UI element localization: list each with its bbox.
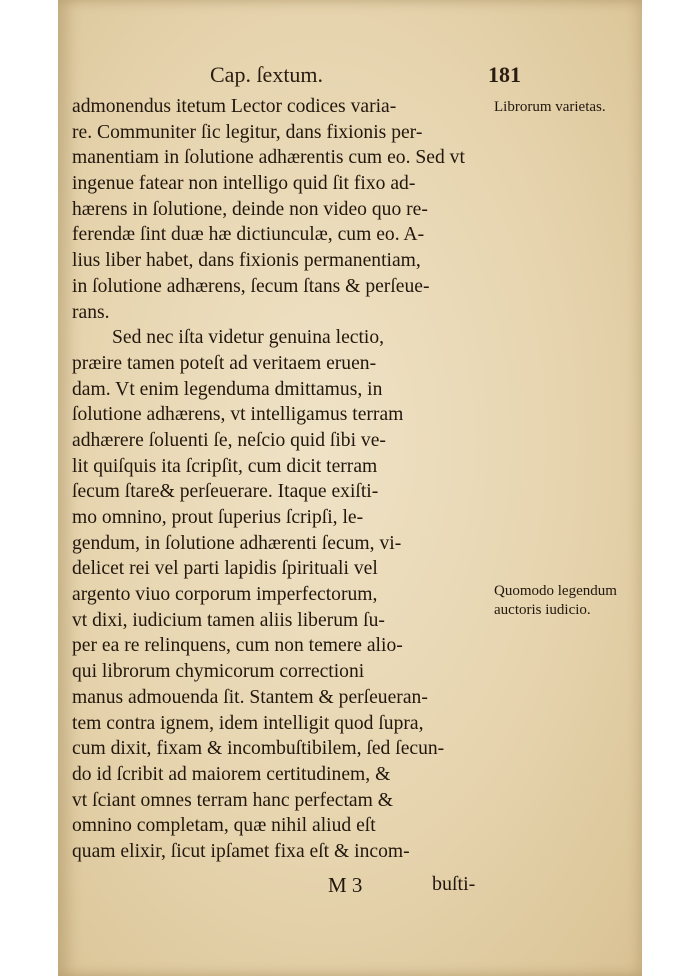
text-line: gendum, in ſolutione adhærenti ſecum, vi- [72,532,402,554]
text-line: tem contra ignem, idem intelligit quod ſupra, [72,712,424,734]
text-line: in ſolutione adhærens, ſecum ſtans & perſeue- [72,275,430,297]
text-line: omnino completam, quæ nihil aliud eſt [72,815,376,837]
text-line: re. Communiter ſic legitur, dans fixionis per- [72,121,423,143]
text-line: quam elixir, ſicut ipſamet fixa eſt & incom- [72,840,410,862]
text-line: admonendus itetum Lector codices varia- [72,96,397,117]
text-line: rans. [72,301,110,323]
text-line: vt dixi, iudicium tamen aliis liberum ſu- [72,609,385,631]
text-line: lius liber habet, dans fixionis permanentiam, [72,250,421,272]
text-line: ferendæ ſint duæ hæ dictiunculæ, cum eo. A- [72,224,425,246]
text-line: manus admouenda ſit. Stantem & perſeueran- [72,686,428,708]
text-line: cum dixit, fixam & incombuſtibilem, ſed ſecun- [72,738,445,760]
text-line: manentiam in ſolutione adhærentis cum eo. Sed vt [72,147,465,169]
text-line: per ea re relinquens, cum non temere alio- [72,635,403,657]
catchword: buſti- [432,873,476,895]
text-line: qui librorum chymicorum correctioni [72,661,365,683]
text-line: Sed nec iſta videtur genuina lectio, [112,327,385,349]
text-line: dam. Vt enim legenduma dmittamus, in [72,378,383,400]
text-line: adhærere ſoluenti ſe, neſcio quid ſibi ve- [72,429,386,451]
page-header [58,62,642,96]
page-number: 181 [488,62,521,87]
text-line: hærens in ſolutione, deinde non video quo re- [72,198,428,220]
text-line: mo omnino, prout ſuperius ſcripſi, le- [72,507,364,528]
text-line: præire tamen poteſt ad veritaem eruen- [72,352,377,374]
book-page [58,0,642,976]
text-line: argento viuo corporum imperfectorum, [72,584,378,606]
running-title: Cap. ſextum. [210,62,324,87]
text-line: ingenue fatear non intelligo quid ſit fixo ad- [72,173,416,195]
text-line: delicet rei vel parti lapidis ſpirituali vel [72,558,378,580]
text-line: vt ſciant omnes terram hanc perfectam & [72,789,393,811]
margin-note-quomodo: Quomodo legendum auctoris iudicio. [494,583,617,618]
text-line: ſolutione adhærens, vt intelligamus terram [72,404,404,426]
text-line: ſecum ſtare& perſeuerare. Itaque exiſti- [72,481,379,503]
body-text [72,94,492,865]
signature-mark: M 3 [328,873,363,897]
margin-note-varietas: Librorum varietas. [494,99,606,115]
text-line: do id ſcribit ad maiorem certitudinem, & [72,763,391,785]
text-line: lit quiſquis ita ſcripſit, cum dicit terram [72,455,378,477]
